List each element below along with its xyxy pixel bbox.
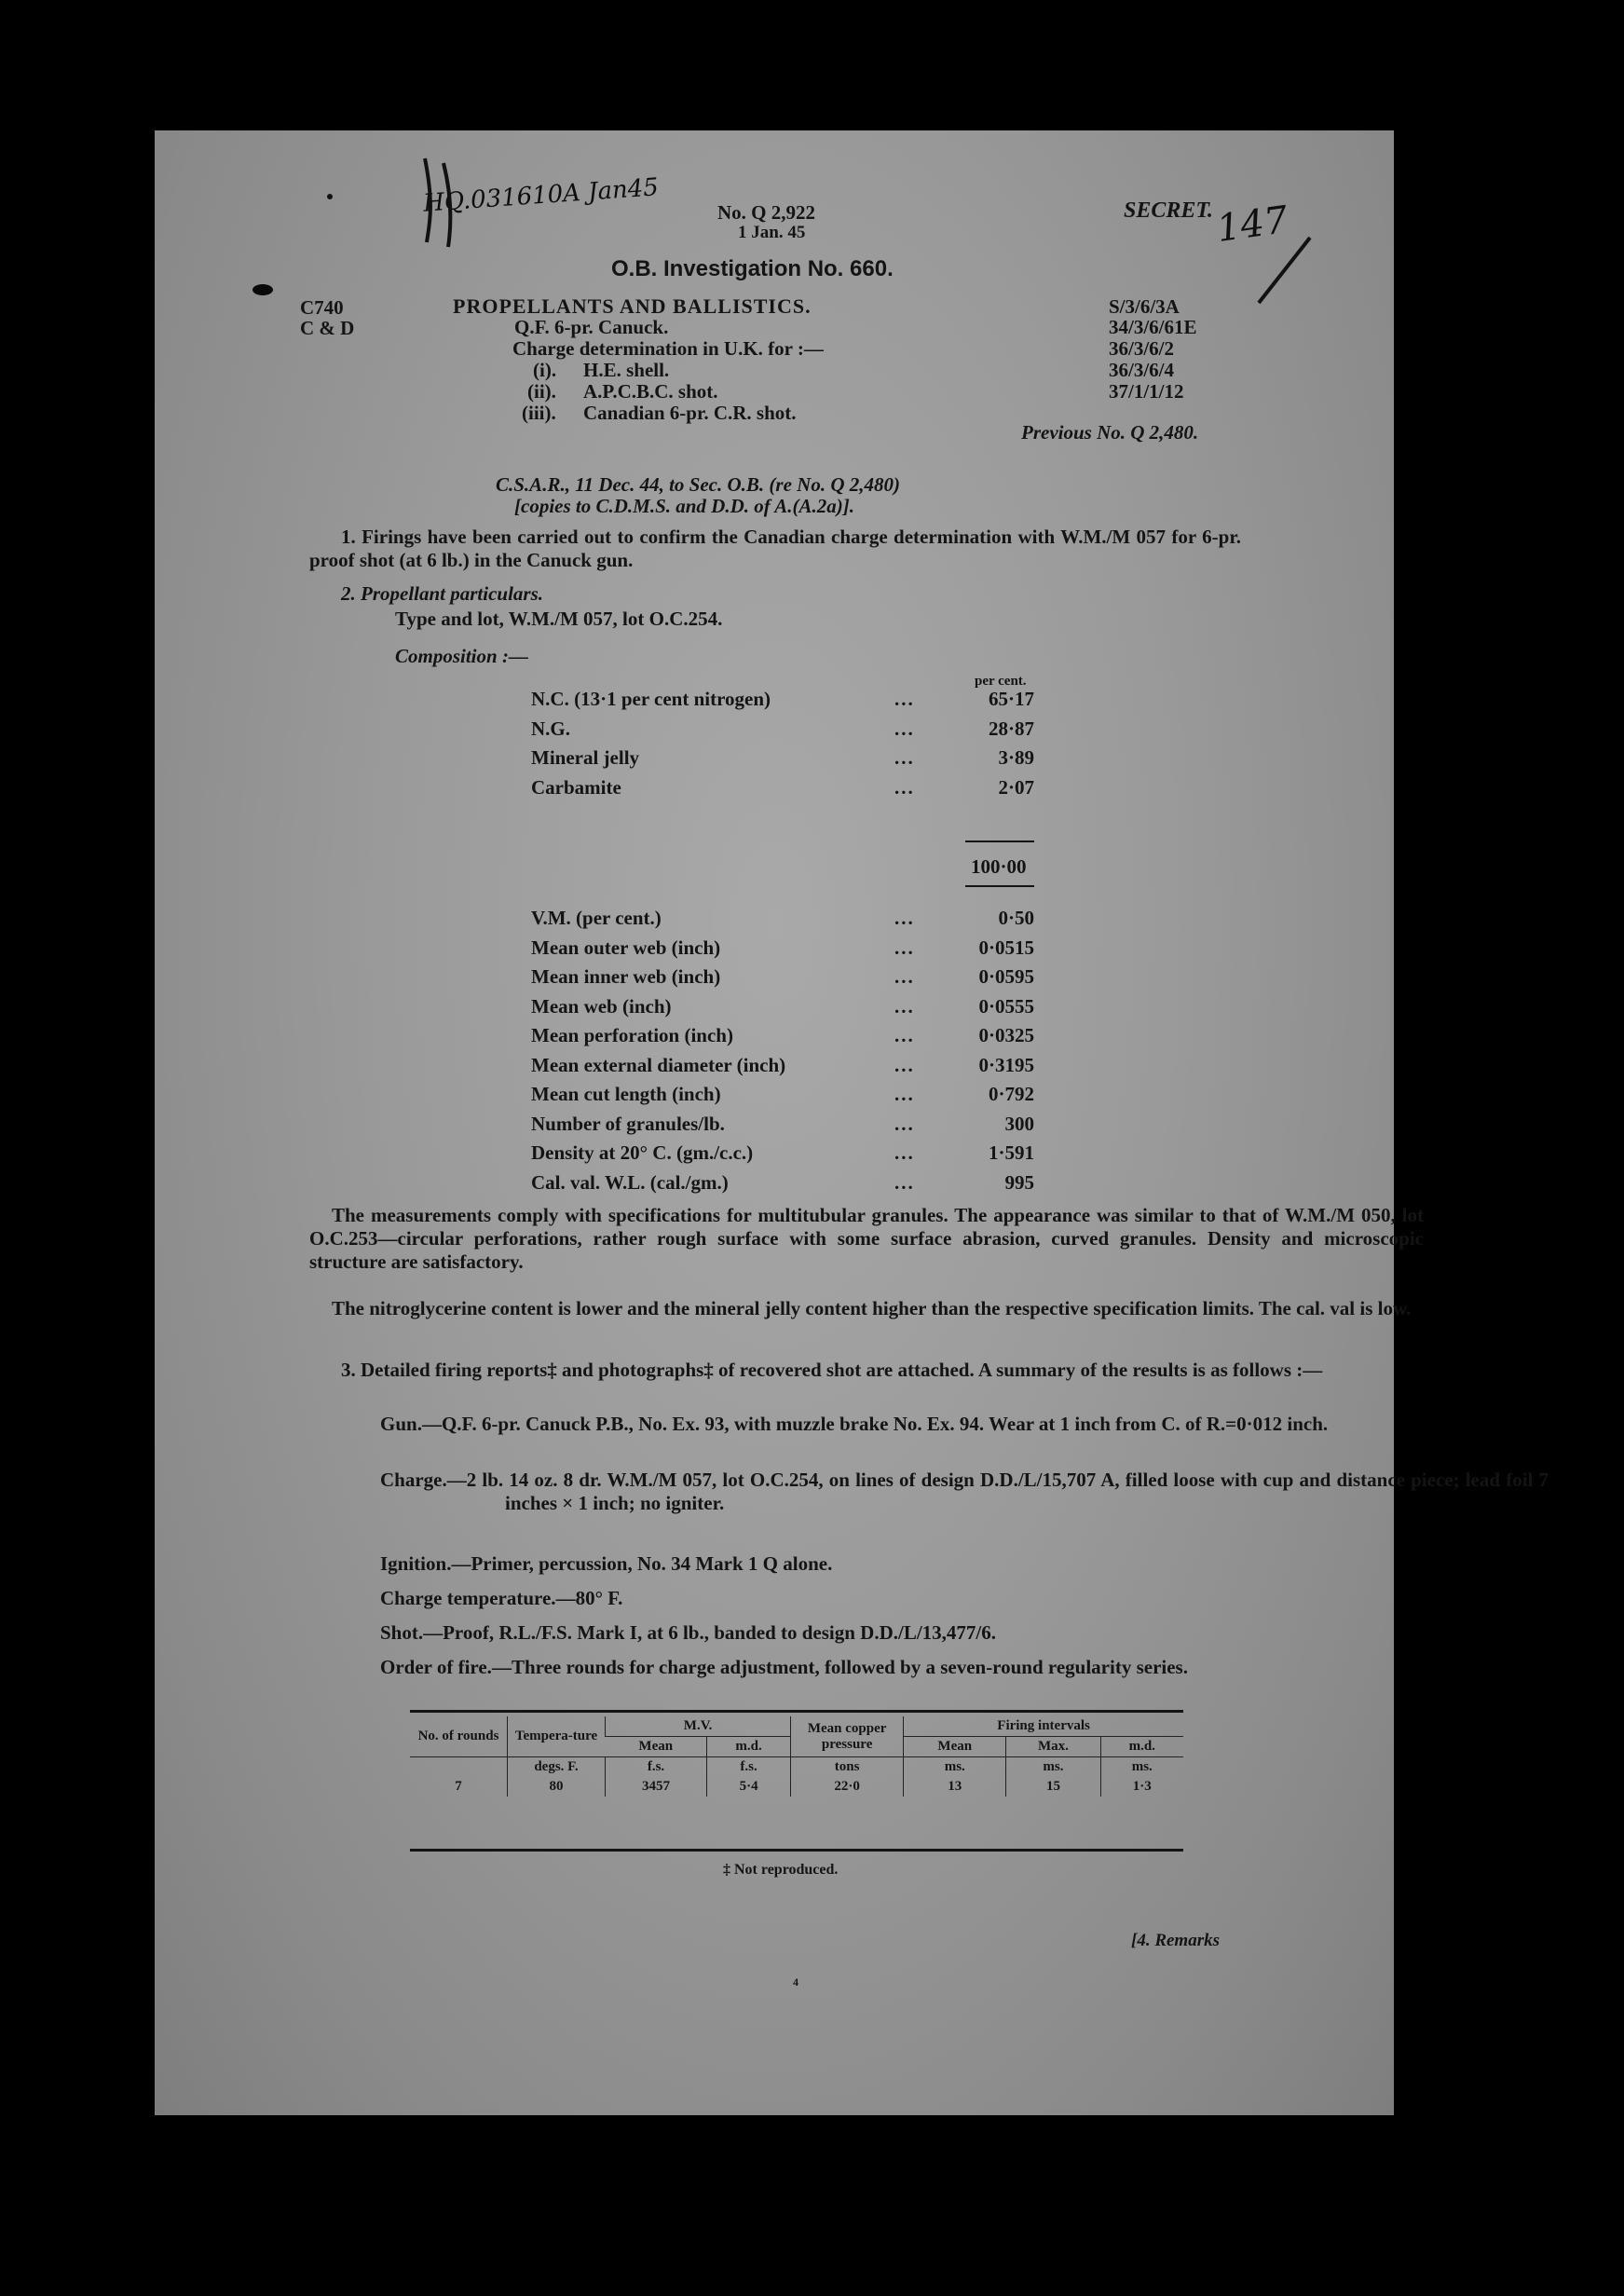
property-value: 0·0325: [978, 1024, 1034, 1046]
header-mv-mean: Mean: [638, 1739, 674, 1754]
header-interval-md: m.d.: [1100, 1737, 1183, 1757]
measurement-text: The measurements comply with specifications for multitubular granules. The appearance was similar to that of W.M./M 050, lot O.C.253—circular perforations, rather rough surface with some surface abrasion, curved granules. Density and microscopic structure are satisfactory.: [309, 1204, 1424, 1273]
property-value: 0·792: [988, 1083, 1034, 1105]
nitroglycerine-paragraph: [309, 1297, 1424, 1320]
document-number: No. Q 2,922: [717, 201, 815, 224]
leader-dots: ...: [894, 1112, 915, 1135]
unit-temperature: degs. F.: [508, 1757, 606, 1778]
header-interval-mean: Mean: [904, 1737, 1006, 1757]
subject-item-num-2: (ii).: [527, 380, 556, 403]
property-label: Mean web (inch): [531, 994, 672, 1018]
composition-total: 100·00: [971, 855, 1027, 878]
property-label: Number of granules/lb.: [531, 1112, 725, 1135]
footnote: ‡ Not reproduced.: [723, 1862, 839, 1878]
property-row: [531, 1054, 1034, 1084]
detail-charge: [380, 1469, 1549, 1515]
results-table: [410, 1716, 1183, 1797]
composition-value: 65·17: [988, 688, 1034, 710]
cell-interval-mean: 13: [904, 1777, 1006, 1797]
leader-dots: ...: [894, 907, 915, 929]
leader-dots: ...: [894, 994, 915, 1018]
subject-item-num-1: (i).: [533, 359, 557, 381]
nitroglycerine-text: The nitroglycerine content is lower and the mineral jelly content higher than the respective specification limits. The cal. val is low.: [332, 1297, 1412, 1319]
ink-blot-small-icon: [327, 194, 333, 199]
property-value: 0·50: [998, 907, 1034, 929]
investigation-title: O.B. Investigation No. 660.: [611, 256, 894, 281]
header-mv: M.V.: [606, 1716, 791, 1737]
unit-interval-mean: ms.: [904, 1757, 1006, 1778]
property-row: [531, 907, 1034, 936]
composition-label: N.C. (13·1 per cent nitrogen): [531, 688, 771, 710]
unit-mv-md: f.s.: [707, 1757, 791, 1778]
detail-temperature: [380, 1587, 622, 1610]
property-label: Mean inner web (inch): [531, 965, 721, 988]
leader-dots: ...: [894, 1053, 915, 1076]
property-value: 0·3195: [978, 1053, 1034, 1076]
detail-gun-label: Gun.: [380, 1413, 422, 1435]
property-label: Cal. val. W.L. (cal./gm.): [531, 1170, 729, 1194]
leader-dots: ...: [894, 965, 915, 988]
document-date: 1 Jan. 45: [738, 223, 806, 242]
property-row: [531, 1171, 1034, 1201]
composition-row: [531, 746, 1034, 776]
detail-ignition: [380, 1552, 832, 1576]
leader-dots: ...: [894, 1024, 915, 1046]
property-label: Mean external diameter (inch): [531, 1053, 786, 1076]
composition-value: 28·87: [988, 717, 1034, 740]
header-pressure: Mean copper pressure: [791, 1716, 904, 1757]
file-ref-2: 34/3/6/61E: [1109, 316, 1197, 338]
property-row: [531, 1083, 1034, 1113]
catchword: [4. Remarks: [1131, 1931, 1220, 1950]
total-rule-top: [965, 840, 1034, 842]
property-row: [531, 1113, 1034, 1142]
table-rule-top: [410, 1710, 1183, 1713]
property-value: 1·591: [988, 1141, 1034, 1164]
paragraph-3-text: 3. Detailed firing reports‡ and photographs‡ of recovered shot are attached. A summary of the results is as follows :—: [341, 1359, 1323, 1381]
header-rounds: No. of rounds: [417, 1729, 499, 1743]
detail-order-label: Order of fire.: [380, 1656, 492, 1678]
file-ref-5: 37/1/1/12: [1109, 380, 1184, 403]
measurement-paragraph: [309, 1204, 1424, 1274]
detail-gun: [380, 1413, 1455, 1436]
cell-pressure: 22·0: [791, 1777, 904, 1797]
header-firing-intervals: Firing intervals: [904, 1716, 1183, 1737]
subject-item-num-3: (iii).: [522, 402, 556, 424]
leader-dots: ...: [894, 1170, 915, 1194]
ink-blot-icon: [252, 284, 273, 295]
composition-table: [531, 688, 1034, 805]
detail-order-text: —Three rounds for charge adjustment, followed by a seven-round regularity series.: [491, 1656, 1188, 1678]
file-ref-3: 36/3/6/2: [1109, 337, 1175, 360]
property-row: [531, 995, 1034, 1025]
cell-interval-md: 1·3: [1100, 1777, 1183, 1797]
detail-temperature-text: —80° F.: [555, 1587, 623, 1609]
total-rule-bottom: [965, 885, 1034, 887]
table-rule-bottom: [410, 1849, 1183, 1852]
cell-temperature: 80: [508, 1777, 606, 1797]
composition-label: N.G.: [531, 717, 570, 740]
cell-rounds: 7: [455, 1779, 462, 1794]
detail-gun-text: —Q.F. 6-pr. Canuck P.B., No. Ex. 93, with muzzle brake No. Ex. 94. Wear at 1 inch from C. of R.=0·012 inch.: [421, 1413, 1329, 1435]
subject-charge: Charge determination in U.K. for :—: [512, 337, 824, 360]
subject-main: PROPELLANTS AND BALLISTICS.: [453, 294, 812, 318]
handwritten-file-ref: HQ.031610A Jan45: [422, 173, 660, 218]
unit-interval-md: ms.: [1100, 1757, 1183, 1778]
handwritten-folio: 147: [1214, 198, 1291, 252]
detail-ignition-label: Ignition.: [380, 1552, 452, 1575]
property-value: 300: [1004, 1112, 1034, 1135]
property-row: [531, 1141, 1034, 1171]
property-value: 0·0595: [978, 965, 1034, 988]
leader-dots: ...: [894, 1141, 915, 1164]
unit-mv-mean: f.s.: [606, 1757, 707, 1778]
property-row: [531, 1024, 1034, 1054]
detail-shot-text: —Proof, R.L./F.S. Mark I, at 6 lb., banded to design D.D./L/13,477/6.: [423, 1621, 997, 1644]
leader-dots: ...: [894, 717, 915, 740]
leader-dots: ...: [894, 936, 915, 959]
property-value: 0·0555: [978, 994, 1034, 1018]
subject-item-3: Canadian 6-pr. C.R. shot.: [583, 402, 797, 424]
composition-value: 3·89: [998, 746, 1034, 769]
properties-table: [531, 907, 1034, 1200]
subject-item-1: H.E. shell.: [583, 359, 670, 381]
composition-unit: per cent.: [975, 674, 1027, 689]
composition-heading: Composition :—: [395, 645, 528, 667]
paragraph-1: [309, 526, 1241, 572]
property-label: Density at 20° C. (gm./c.c.): [531, 1141, 754, 1164]
file-ref-4: 36/3/6/4: [1109, 359, 1175, 381]
composition-value: 2·07: [998, 775, 1034, 799]
property-value: 995: [1004, 1170, 1034, 1194]
document-page: [155, 130, 1549, 2115]
property-row: [531, 965, 1034, 995]
handwritten-stroke-icon: [1254, 233, 1319, 308]
classification: SECRET.: [1124, 198, 1213, 223]
type-and-lot: Type and lot, W.M./M 057, lot O.C.254.: [395, 608, 723, 630]
previous-number: Previous No. Q 2,480.: [1021, 421, 1199, 444]
detail-temperature-label: Charge temperature.: [380, 1587, 556, 1609]
page-number: 4: [793, 1975, 798, 1988]
leader-dots: ...: [894, 775, 915, 799]
detail-charge-text: —2 lb. 14 oz. 8 dr. W.M./M 057, lot O.C.254, on lines of design D.D./L/15,707 A, filled loose with cup and distance piece; lead foil 7 inches × 1 inch; no igniter.: [446, 1469, 1549, 1514]
property-row: [531, 936, 1034, 966]
detail-order: [380, 1656, 1624, 1679]
file-ref-1: S/3/6/3A: [1109, 295, 1180, 318]
composition-row: [531, 776, 1034, 806]
leader-dots: ...: [894, 688, 915, 710]
header-interval-max: Max.: [1006, 1737, 1100, 1757]
paragraph-3: [309, 1359, 1424, 1382]
unit-interval-max: ms.: [1006, 1757, 1100, 1778]
detail-ignition-text: —Primer, percussion, No. 34 Mark 1 Q alone.: [451, 1552, 833, 1575]
detail-shot: [380, 1621, 996, 1645]
composition-row: [531, 688, 1034, 718]
cell-mv-mean: 3457: [606, 1777, 707, 1797]
property-label: Mean outer web (inch): [531, 936, 721, 959]
composition-label: Mineral jelly: [531, 746, 640, 769]
cell-interval-max: 15: [1006, 1777, 1100, 1797]
composition-label: Carbamite: [531, 775, 621, 799]
paragraph-1-text: 1. Firings have been carried out to confirm the Canadian charge determination with W.M./M 057 for 6-pr. proof shot (at 6 lb.) in the Canuck gun.: [309, 526, 1241, 571]
cell-mv-md: 5·4: [707, 1777, 791, 1797]
header-temperature: Tempera-ture: [508, 1716, 606, 1757]
property-value: 0·0515: [978, 936, 1034, 959]
source-line-1: C.S.A.R., 11 Dec. 44, to Sec. O.B. (re No. Q 2,480): [496, 473, 900, 496]
left-code-1: C740: [300, 296, 344, 319]
subject-sub: Q.F. 6-pr. Canuck.: [514, 316, 669, 338]
left-code-2: C & D: [300, 317, 355, 339]
composition-row: [531, 718, 1034, 747]
subject-item-2: A.P.C.B.C. shot.: [583, 380, 718, 403]
leader-dots: ...: [894, 1083, 915, 1105]
handwritten-mark-icon: [416, 149, 490, 252]
property-label: Mean perforation (inch): [531, 1024, 733, 1046]
leader-dots: ...: [894, 746, 915, 769]
unit-pressure: tons: [791, 1757, 904, 1778]
header-mv-md: m.d.: [707, 1737, 791, 1757]
paragraph-2-heading: 2. Propellant particulars.: [341, 582, 544, 605]
source-line-2: [copies to C.D.M.S. and D.D. of A.(A.2a)].: [514, 495, 854, 517]
property-label: Mean cut length (inch): [531, 1083, 721, 1105]
detail-shot-label: Shot.: [380, 1621, 424, 1644]
property-label: V.M. (per cent.): [531, 907, 662, 929]
detail-charge-label: Charge.: [380, 1469, 447, 1491]
